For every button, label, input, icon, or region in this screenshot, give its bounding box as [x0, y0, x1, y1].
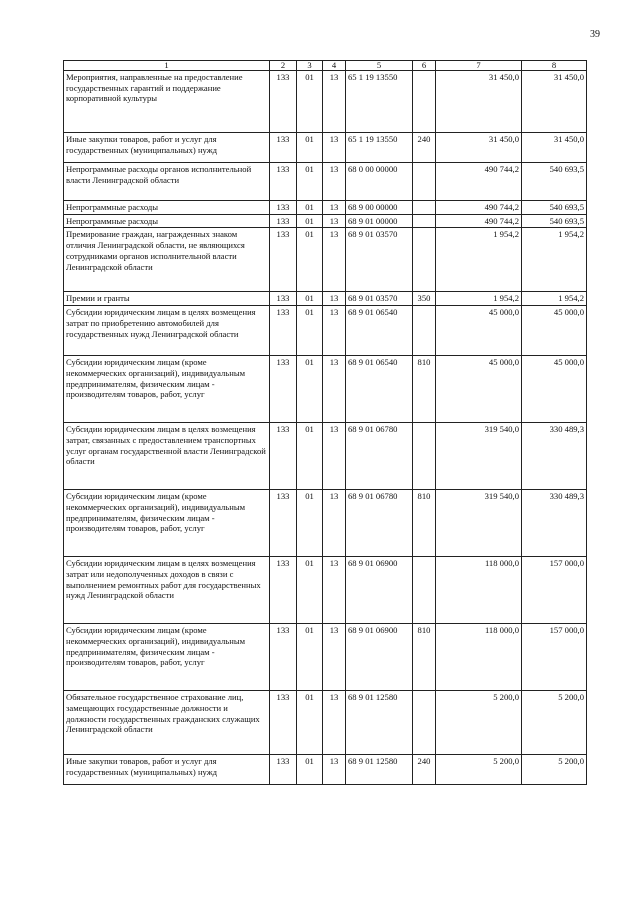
column-header: 8 — [522, 61, 587, 71]
cell-target-article: 68 9 01 03570 — [346, 228, 413, 292]
cell-amount-year1: 1 954,2 — [436, 292, 522, 306]
cell-name: Премирование граждан, награжденных знаком отличия Ленинградской области, не являющихся сотрудниками органов исполнительной власти Ленинградской области — [64, 228, 270, 292]
cell-amount-year2: 45 000,0 — [522, 356, 587, 423]
cell-expense-type — [413, 423, 436, 490]
cell-grbs: 133 — [270, 423, 297, 490]
cell-amount-year1: 490 744,2 — [436, 163, 522, 201]
cell-grbs: 133 — [270, 557, 297, 624]
cell-amount-year1: 45 000,0 — [436, 356, 522, 423]
cell-target-article: 68 9 01 06540 — [346, 306, 413, 356]
cell-grbs: 133 — [270, 214, 297, 228]
table-row — [64, 557, 587, 624]
cell-amount-year1: 118 000,0 — [436, 624, 522, 691]
column-header: 5 — [346, 61, 413, 71]
cell-name: Субсидии юридическим лицам (кроме некоммерческих организаций), индивидуальным предпринимателям, физическим лицам - производителям товаров, работ, услуг — [64, 490, 270, 557]
table-row — [64, 306, 587, 356]
cell-amount-year1: 118 000,0 — [436, 557, 522, 624]
table-row — [64, 214, 587, 228]
table-row — [64, 292, 587, 306]
cell-expense-type: 810 — [413, 356, 436, 423]
table-row — [64, 133, 587, 163]
cell-section: 01 — [297, 163, 323, 201]
cell-target-article: 68 9 01 06780 — [346, 423, 413, 490]
cell-section: 01 — [297, 356, 323, 423]
cell-grbs: 133 — [270, 356, 297, 423]
cell-amount-year1: 490 744,2 — [436, 214, 522, 228]
table-body — [64, 71, 587, 785]
cell-amount-year1: 45 000,0 — [436, 306, 522, 356]
cell-grbs: 133 — [270, 755, 297, 785]
cell-target-article: 68 9 01 03570 — [346, 292, 413, 306]
column-header: 2 — [270, 61, 297, 71]
table-row — [64, 71, 587, 133]
cell-subsection: 13 — [323, 306, 346, 356]
cell-name: Субсидии юридическим лицам в целях возмещения затрат или недополученных доходов в связи с выполнением ремонтных работ для государственных нужд Ленинградской области — [64, 557, 270, 624]
cell-amount-year2: 540 693,5 — [522, 163, 587, 201]
cell-expense-type: 350 — [413, 292, 436, 306]
cell-name: Иные закупки товаров, работ и услуг для государственных (муниципальных) нужд — [64, 133, 270, 163]
cell-section: 01 — [297, 557, 323, 624]
cell-section: 01 — [297, 624, 323, 691]
cell-amount-year1: 5 200,0 — [436, 691, 522, 755]
cell-expense-type: 240 — [413, 755, 436, 785]
column-header: 1 — [64, 61, 270, 71]
cell-grbs: 133 — [270, 163, 297, 201]
cell-subsection: 13 — [323, 163, 346, 201]
table-row — [64, 356, 587, 423]
cell-expense-type — [413, 306, 436, 356]
cell-amount-year2: 5 200,0 — [522, 691, 587, 755]
cell-expense-type — [413, 214, 436, 228]
cell-target-article: 68 9 01 06540 — [346, 356, 413, 423]
cell-subsection: 13 — [323, 490, 346, 557]
cell-amount-year1: 490 744,2 — [436, 201, 522, 215]
cell-grbs: 133 — [270, 133, 297, 163]
cell-subsection: 13 — [323, 133, 346, 163]
cell-subsection: 13 — [323, 755, 346, 785]
page-number: 39 — [590, 29, 600, 40]
cell-amount-year2: 1 954,2 — [522, 292, 587, 306]
table-row — [64, 490, 587, 557]
cell-expense-type — [413, 691, 436, 755]
cell-expense-type — [413, 163, 436, 201]
cell-target-article: 68 9 01 06780 — [346, 490, 413, 557]
cell-name: Субсидии юридическим лицам в целях возмещения затрат по приобретению автомобилей для государственных нужд Ленинградской области — [64, 306, 270, 356]
cell-grbs: 133 — [270, 306, 297, 356]
cell-amount-year1: 319 540,0 — [436, 423, 522, 490]
cell-amount-year1: 31 450,0 — [436, 71, 522, 133]
cell-target-article: 68 0 00 00000 — [346, 163, 413, 201]
cell-expense-type — [413, 228, 436, 292]
cell-target-article: 68 9 00 00000 — [346, 201, 413, 215]
cell-amount-year1: 319 540,0 — [436, 490, 522, 557]
cell-expense-type — [413, 71, 436, 133]
cell-subsection: 13 — [323, 356, 346, 423]
cell-grbs: 133 — [270, 624, 297, 691]
cell-subsection: 13 — [323, 228, 346, 292]
cell-section: 01 — [297, 201, 323, 215]
cell-target-article: 65 1 19 13550 — [346, 133, 413, 163]
cell-name: Иные закупки товаров, работ и услуг для государственных (муниципальных) нужд — [64, 755, 270, 785]
cell-name: Премии и гранты — [64, 292, 270, 306]
cell-expense-type: 240 — [413, 133, 436, 163]
cell-grbs: 133 — [270, 228, 297, 292]
table-row — [64, 201, 587, 215]
cell-name: Мероприятия, направленные на предоставление государственных гарантий и поддержание корпоративной культуры — [64, 71, 270, 133]
cell-amount-year1: 31 450,0 — [436, 133, 522, 163]
table-row — [64, 423, 587, 490]
cell-subsection: 13 — [323, 292, 346, 306]
cell-expense-type: 810 — [413, 490, 436, 557]
cell-amount-year2: 31 450,0 — [522, 71, 587, 133]
cell-name: Субсидии юридическим лицам в целях возмещения затрат, связанных с предоставлением транспортных услуг органам государственной власти Ленинградской области — [64, 423, 270, 490]
cell-section: 01 — [297, 423, 323, 490]
cell-amount-year2: 45 000,0 — [522, 306, 587, 356]
cell-name: Обязательное государственное страхование лиц, замещающих государственные должности и должности государственных гражданских служащих Ленинградской области — [64, 691, 270, 755]
cell-subsection: 13 — [323, 71, 346, 133]
cell-section: 01 — [297, 292, 323, 306]
cell-amount-year2: 330 489,3 — [522, 423, 587, 490]
cell-target-article: 68 9 01 12580 — [346, 691, 413, 755]
cell-section: 01 — [297, 755, 323, 785]
cell-grbs: 133 — [270, 292, 297, 306]
table-row — [64, 163, 587, 201]
cell-subsection: 13 — [323, 624, 346, 691]
cell-expense-type — [413, 201, 436, 215]
header-row — [64, 61, 587, 71]
table-row — [64, 691, 587, 755]
cell-target-article: 68 9 01 12580 — [346, 755, 413, 785]
cell-grbs: 133 — [270, 490, 297, 557]
cell-name: Субсидии юридическим лицам (кроме некоммерческих организаций), индивидуальным предпринимателям, физическим лицам - производителям товаров, работ, услуг — [64, 624, 270, 691]
cell-amount-year2: 540 693,5 — [522, 214, 587, 228]
cell-name: Непрограммные расходы — [64, 214, 270, 228]
cell-target-article: 68 9 01 06900 — [346, 557, 413, 624]
cell-subsection: 13 — [323, 201, 346, 215]
cell-amount-year1: 1 954,2 — [436, 228, 522, 292]
cell-section: 01 — [297, 228, 323, 292]
cell-section: 01 — [297, 691, 323, 755]
column-header: 4 — [323, 61, 346, 71]
cell-expense-type: 810 — [413, 624, 436, 691]
cell-grbs: 133 — [270, 71, 297, 133]
cell-amount-year2: 330 489,3 — [522, 490, 587, 557]
cell-expense-type — [413, 557, 436, 624]
cell-grbs: 133 — [270, 691, 297, 755]
cell-subsection: 13 — [323, 214, 346, 228]
cell-amount-year2: 5 200,0 — [522, 755, 587, 785]
cell-amount-year2: 31 450,0 — [522, 133, 587, 163]
cell-subsection: 13 — [323, 691, 346, 755]
table-row — [64, 624, 587, 691]
cell-name: Непрограммные расходы — [64, 201, 270, 215]
cell-grbs: 133 — [270, 201, 297, 215]
cell-target-article: 68 9 01 00000 — [346, 214, 413, 228]
cell-subsection: 13 — [323, 423, 346, 490]
table-row — [64, 228, 587, 292]
cell-target-article: 68 9 01 06900 — [346, 624, 413, 691]
table-row — [64, 755, 587, 785]
cell-name: Непрограммные расходы органов исполнительной власти Ленинградской области — [64, 163, 270, 201]
cell-target-article: 65 1 19 13550 — [346, 71, 413, 133]
column-header: 7 — [436, 61, 522, 71]
column-header: 6 — [413, 61, 436, 71]
cell-subsection: 13 — [323, 557, 346, 624]
column-header: 3 — [297, 61, 323, 71]
cell-amount-year2: 157 000,0 — [522, 624, 587, 691]
cell-name: Субсидии юридическим лицам (кроме некоммерческих организаций), индивидуальным предпринимателям, физическим лицам - производителям товаров, работ, услуг — [64, 356, 270, 423]
cell-section: 01 — [297, 71, 323, 133]
budget-table — [63, 60, 587, 785]
cell-amount-year2: 157 000,0 — [522, 557, 587, 624]
cell-amount-year2: 1 954,2 — [522, 228, 587, 292]
cell-amount-year2: 540 693,5 — [522, 201, 587, 215]
cell-section: 01 — [297, 214, 323, 228]
cell-section: 01 — [297, 306, 323, 356]
cell-section: 01 — [297, 133, 323, 163]
cell-amount-year1: 5 200,0 — [436, 755, 522, 785]
cell-section: 01 — [297, 490, 323, 557]
